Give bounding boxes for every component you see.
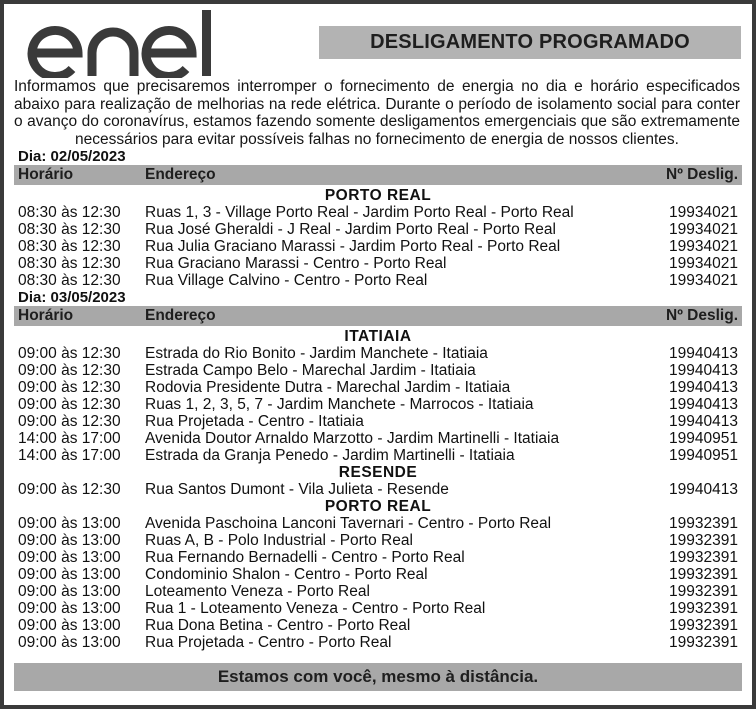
row-address: Estrada da Granja Penedo - Jardim Martinelli - Itatiaia bbox=[145, 447, 515, 464]
table-row bbox=[14, 272, 742, 289]
row-time: 09:00 às 13:00 bbox=[18, 583, 121, 600]
table-row bbox=[14, 566, 742, 583]
row-number: 19940413 bbox=[669, 481, 738, 498]
table-row bbox=[14, 255, 742, 272]
row-address: Estrada do Rio Bonito - Jardim Manchete - Itatiaia bbox=[145, 345, 488, 362]
row-number: 19932391 bbox=[669, 549, 738, 566]
row-time: 08:30 às 12:30 bbox=[18, 238, 121, 255]
schedule-table bbox=[14, 148, 742, 651]
table-header bbox=[14, 165, 742, 185]
row-number: 19934021 bbox=[669, 238, 738, 255]
row-address: Rua José Gheraldi - J Real - Jardim Porto Real - Porto Real bbox=[145, 221, 556, 238]
row-number: 19940951 bbox=[669, 430, 738, 447]
row-time: 14:00 às 17:00 bbox=[18, 430, 121, 447]
city-heading: ITATIAIA bbox=[344, 328, 412, 345]
row-address: Avenida Paschoina Lanconi Tavernari - Centro - Porto Real bbox=[145, 515, 552, 532]
row-address: Rua 1 - Loteamento Veneza - Centro - Porto Real bbox=[145, 600, 486, 617]
row-address: Rua Projetada - Centro - Itatiaia bbox=[145, 413, 364, 430]
intro-paragraph: Informamos que precisaremos interromper o fornecimento de energia no dia e horário especificados abaixo para realização de melhorias na rede elétrica. Durante o período de isolamento social para conter o avanço do coronavírus, estamos fazendo somente desligamentos emergenciais que são extremamente necessários para evitar possíveis falhas no fornecimento de energia de nossos clientes. bbox=[14, 78, 740, 148]
row-address: Estrada Campo Belo - Marechal Jardim - Itatiaia bbox=[145, 362, 476, 379]
row-address: Rua Projetada - Centro - Porto Real bbox=[145, 634, 392, 651]
row-time: 09:00 às 13:00 bbox=[18, 566, 121, 583]
row-time: 09:00 às 12:30 bbox=[18, 362, 121, 379]
row-address: Rua Village Calvino - Centro - Porto Real bbox=[145, 272, 428, 289]
table-row bbox=[14, 362, 742, 379]
row-address: Ruas 1, 3 - Village Porto Real - Jardim Porto Real - Porto Real bbox=[145, 204, 574, 221]
row-time: 09:00 às 13:00 bbox=[18, 617, 121, 634]
table-row bbox=[14, 430, 742, 447]
row-address: Ruas 1, 2, 3, 5, 7 - Jardim Manchete - Marrocos - Itatiaia bbox=[145, 396, 534, 413]
row-number: 19934021 bbox=[669, 255, 738, 272]
table-row bbox=[14, 481, 742, 498]
table-row bbox=[14, 221, 742, 238]
row-address: Rua Graciano Marassi - Centro - Porto Real bbox=[145, 255, 447, 272]
footer-slogan: Estamos com você, mesmo à distância. bbox=[14, 663, 742, 691]
row-address: Ruas A, B - Polo Industrial - Porto Real bbox=[145, 532, 413, 549]
row-address: Rua Santos Dumont - Vila Julieta - Resende bbox=[145, 481, 449, 498]
table-row bbox=[14, 617, 742, 634]
header-number: Nº Deslig. bbox=[666, 307, 738, 324]
row-number: 19940413 bbox=[669, 345, 738, 362]
row-number: 19932391 bbox=[669, 617, 738, 634]
row-time: 08:30 às 12:30 bbox=[18, 204, 121, 221]
row-time: 09:00 às 13:00 bbox=[18, 634, 121, 651]
row-time: 09:00 às 13:00 bbox=[18, 515, 121, 532]
row-number: 19940413 bbox=[669, 413, 738, 430]
row-number: 19932391 bbox=[669, 532, 738, 549]
table-row bbox=[14, 447, 742, 464]
row-number: 19934021 bbox=[669, 221, 738, 238]
row-time: 08:30 às 12:30 bbox=[18, 255, 121, 272]
row-number: 19934021 bbox=[669, 272, 738, 289]
row-time: 09:00 às 12:30 bbox=[18, 396, 121, 413]
header-address: Endereço bbox=[145, 166, 216, 183]
table-row bbox=[14, 515, 742, 532]
city-heading: RESENDE bbox=[338, 464, 418, 481]
row-number: 19932391 bbox=[669, 600, 738, 617]
row-address: Condominio Shalon - Centro - Porto Real bbox=[145, 566, 428, 583]
row-number: 19932391 bbox=[669, 583, 738, 600]
header-address: Endereço bbox=[145, 307, 216, 324]
row-time: 09:00 às 12:30 bbox=[18, 379, 121, 396]
row-address: Rua Julia Graciano Marassi - Jardim Porto Real - Porto Real bbox=[145, 238, 561, 255]
row-time: 09:00 às 13:00 bbox=[18, 549, 121, 566]
table-row bbox=[14, 600, 742, 617]
table-row bbox=[14, 413, 742, 430]
row-address: Rodovia Presidente Dutra - Marechal Jardim - Itatiaia bbox=[145, 379, 511, 396]
row-time: 09:00 às 13:00 bbox=[18, 532, 121, 549]
row-address: Loteamento Veneza - Porto Real bbox=[145, 583, 370, 600]
city-heading: PORTO REAL bbox=[324, 187, 432, 204]
row-number: 19932391 bbox=[669, 566, 738, 583]
table-row bbox=[14, 549, 742, 566]
enel-logo bbox=[26, 8, 226, 78]
table-row bbox=[14, 634, 742, 651]
row-number: 19940413 bbox=[669, 379, 738, 396]
header-time: Horário bbox=[18, 166, 74, 183]
row-time: 14:00 às 17:00 bbox=[18, 447, 121, 464]
row-time: 09:00 às 12:30 bbox=[18, 481, 121, 498]
row-address: Rua Dona Betina - Centro - Porto Real bbox=[145, 617, 411, 634]
row-number: 19940951 bbox=[669, 447, 738, 464]
table-row bbox=[14, 379, 742, 396]
table-row bbox=[14, 345, 742, 362]
table-row bbox=[14, 204, 742, 221]
header-time: Horário bbox=[18, 307, 74, 324]
row-time: 09:00 às 12:30 bbox=[18, 345, 121, 362]
table-row bbox=[14, 583, 742, 600]
row-number: 19940413 bbox=[669, 362, 738, 379]
row-number: 19932391 bbox=[669, 515, 738, 532]
city-heading: PORTO REAL bbox=[324, 498, 432, 515]
row-time: 09:00 às 12:30 bbox=[18, 413, 121, 430]
row-address: Avenida Doutor Arnaldo Marzotto - Jardim Martinelli - Itatiaia bbox=[145, 430, 560, 447]
row-time: 09:00 às 13:00 bbox=[18, 600, 121, 617]
row-number: 19940413 bbox=[669, 396, 738, 413]
table-row bbox=[14, 532, 742, 549]
row-number: 19934021 bbox=[669, 204, 738, 221]
header-number: Nº Deslig. bbox=[666, 166, 738, 183]
row-address: Rua Fernando Bernadelli - Centro - Porto Real bbox=[145, 549, 465, 566]
day-label: Dia: 03/05/2023 bbox=[18, 289, 126, 306]
table-header bbox=[14, 306, 742, 326]
day-label: Dia: 02/05/2023 bbox=[18, 148, 126, 165]
row-number: 19932391 bbox=[669, 634, 738, 651]
table-row bbox=[14, 396, 742, 413]
row-time: 08:30 às 12:30 bbox=[18, 272, 121, 289]
table-row bbox=[14, 238, 742, 255]
row-time: 08:30 às 12:30 bbox=[18, 221, 121, 238]
page-title: DESLIGAMENTO PROGRAMADO bbox=[319, 26, 741, 59]
